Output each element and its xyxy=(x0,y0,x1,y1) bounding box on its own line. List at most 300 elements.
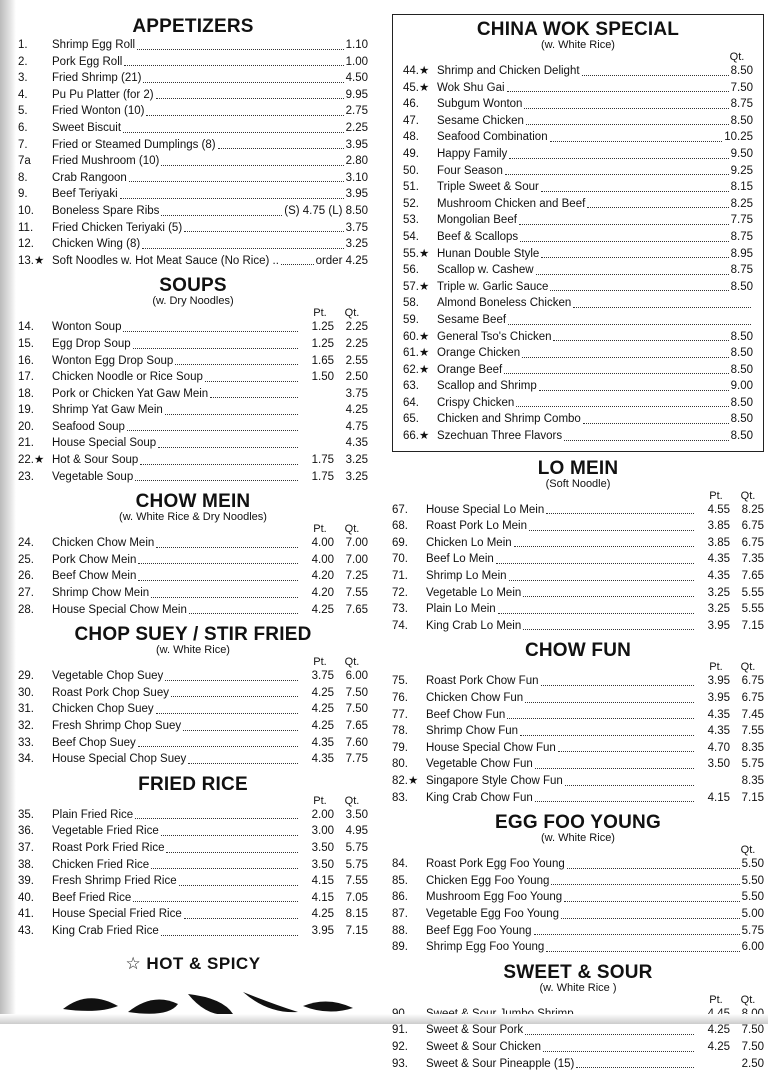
item-price-pint: 3.25 xyxy=(707,603,730,616)
item-price-pint: 4.15 xyxy=(311,875,334,888)
item-number: 87. xyxy=(392,907,408,920)
item-number: 74. xyxy=(392,619,408,632)
column-header: Qt. xyxy=(344,656,360,669)
dot-leader xyxy=(587,207,728,208)
item-price-quart: 7.15 xyxy=(741,791,764,804)
menu-item xyxy=(403,345,753,362)
item-name: General Tso's Chicken xyxy=(437,330,552,343)
item-name: Vegetable Lo Mein xyxy=(426,586,522,599)
item-price: 9.25 xyxy=(730,164,753,177)
dot-leader xyxy=(519,224,729,225)
item-name: Sweet Biscuit xyxy=(52,121,122,134)
menu-item xyxy=(392,502,764,519)
hot-spicy-legend: ☆ HOT & SPICY xyxy=(125,953,261,973)
item-price-pint: 4.25 xyxy=(311,703,334,716)
item-number: 29. xyxy=(18,670,34,683)
dot-leader xyxy=(535,768,694,769)
item-price-pint: 4.25 xyxy=(707,1024,730,1037)
item-price-pint: 4.35 xyxy=(707,725,730,738)
menu-item xyxy=(403,179,753,196)
menu-item xyxy=(392,723,764,740)
price-column-headers xyxy=(392,661,764,673)
menu-item xyxy=(403,113,753,130)
item-name: Beef Fried Rice xyxy=(52,891,132,904)
item-number: 48. xyxy=(403,131,419,144)
item-number: 23. xyxy=(18,470,34,483)
item-name: Four Season xyxy=(437,164,503,177)
left-menu-column xyxy=(18,14,368,1029)
item-number: 17. xyxy=(18,371,34,384)
item-price: (S) 4.75 (L) 8.50 xyxy=(284,204,368,217)
item-number: 37. xyxy=(18,841,34,854)
menu-item xyxy=(18,103,368,120)
item-price-quart: 7.65 xyxy=(741,570,764,583)
item-price-quart: 8.15 xyxy=(345,908,368,921)
item-number: 88. xyxy=(392,924,408,937)
dot-leader xyxy=(184,231,343,232)
item-price-pint: 3.25 xyxy=(707,586,730,599)
item-price-quart: 6.75 xyxy=(741,536,764,549)
item-name: Shrimp Lo Mein xyxy=(426,570,507,583)
item-name: Beef Teriyaki xyxy=(52,188,118,201)
menu-item xyxy=(392,551,764,568)
item-price-quart: 7.05 xyxy=(345,891,368,904)
item-name: Chicken Fried Rice xyxy=(52,858,150,871)
dot-leader xyxy=(524,108,728,109)
column-header: Qt. xyxy=(344,523,360,536)
item-number: 31. xyxy=(18,703,34,716)
menu-item xyxy=(392,1022,764,1039)
dot-leader xyxy=(498,613,694,614)
menu-section-chow-mein xyxy=(18,491,368,618)
item-name: Scallop w. Cashew xyxy=(437,264,534,277)
item-name: Triple Sweet & Sour xyxy=(437,181,539,194)
dot-leader xyxy=(543,1051,694,1052)
menu-item xyxy=(18,823,368,840)
item-price-quart: 6.75 xyxy=(741,692,764,704)
item-number: 52. xyxy=(403,197,419,210)
item-price: 4.50 xyxy=(345,72,368,85)
item-number: 13.★ xyxy=(18,254,45,267)
column-header: Qt. xyxy=(344,794,360,807)
menu-section-china-wok-special xyxy=(392,14,764,452)
item-price-pint: 4.00 xyxy=(311,537,334,550)
dot-leader xyxy=(573,307,751,308)
menu-section-chow-fun xyxy=(392,640,764,806)
menu-item xyxy=(392,740,764,757)
item-price: 2.75 xyxy=(345,105,368,118)
item-price-pint: 3.95 xyxy=(707,675,730,688)
dot-leader xyxy=(546,513,694,514)
item-number: 14. xyxy=(18,321,34,334)
item-price: 8.95 xyxy=(730,247,753,260)
section-subtitle: (Soft Noodle) xyxy=(545,477,611,490)
item-price-quart: 5.55 xyxy=(741,603,764,616)
menu-item xyxy=(18,386,368,403)
dot-leader xyxy=(520,735,694,736)
item-number: 57.★ xyxy=(403,280,430,293)
item-price-pint: 4.35 xyxy=(707,570,730,583)
dot-leader xyxy=(138,746,298,747)
item-price-quart: 2.50 xyxy=(741,1057,764,1070)
item-name: Mongolian Beef xyxy=(437,214,517,227)
menu-item xyxy=(18,873,368,890)
column-header: Qt. xyxy=(740,993,756,1006)
item-name: Egg Drop Soup xyxy=(52,337,131,350)
item-price: 3.10 xyxy=(345,171,368,184)
dot-leader xyxy=(151,868,298,869)
item-number: 16. xyxy=(18,354,34,367)
item-name: Sweet & Sour Chicken xyxy=(426,1040,542,1053)
dot-leader xyxy=(507,718,694,719)
price-column-headers xyxy=(18,523,368,535)
menu-item xyxy=(392,707,764,724)
item-number: 49. xyxy=(403,147,419,160)
item-number: 44.★ xyxy=(403,65,430,77)
price-column-headers xyxy=(392,844,764,856)
item-price-quart: 5.75 xyxy=(741,758,764,771)
item-number: 4. xyxy=(18,88,28,101)
column-header: Pt. xyxy=(709,993,723,1006)
dot-leader xyxy=(564,901,739,902)
item-name: Orange Chicken xyxy=(437,347,521,360)
item-number: 41. xyxy=(18,908,34,921)
menu-item xyxy=(18,253,368,270)
item-name: Pork Egg Roll xyxy=(52,55,123,68)
section-title: LO MEIN xyxy=(537,457,619,479)
item-price-quart: 7.65 xyxy=(345,720,368,732)
item-number: 18. xyxy=(18,387,34,400)
item-price: 9.00 xyxy=(730,380,753,393)
item-price: 8.75 xyxy=(730,264,753,277)
menu-item xyxy=(18,890,368,907)
item-number: 1. xyxy=(18,39,28,51)
item-price-quart: 2.55 xyxy=(345,354,368,367)
menu-item xyxy=(18,186,368,203)
item-price: 1.00 xyxy=(345,55,368,68)
item-name: Roast Pork Lo Mein xyxy=(426,520,527,533)
item-name: Sweet & Sour Pineapple (15) xyxy=(426,1057,575,1070)
dot-leader xyxy=(138,563,298,564)
item-price-pint: 3.95 xyxy=(707,619,730,632)
dot-leader xyxy=(120,198,344,199)
menu-item xyxy=(403,80,753,97)
dot-leader xyxy=(189,613,298,614)
item-price: 8.75 xyxy=(730,98,753,111)
menu-item xyxy=(392,923,764,940)
item-name: Hunan Double Style xyxy=(437,247,540,260)
section-subtitle: (w. White Rice & Dry Noodles) xyxy=(119,511,267,524)
item-price: 8.15 xyxy=(730,181,753,194)
item-number: 21. xyxy=(18,437,34,450)
dot-leader xyxy=(516,406,728,407)
item-number: 34. xyxy=(18,753,34,766)
column-header: Pt. xyxy=(709,489,723,502)
dot-leader xyxy=(525,702,694,703)
item-price-pint: 4.25 xyxy=(311,720,334,732)
item-number: 54. xyxy=(403,230,419,243)
dot-leader xyxy=(534,934,740,935)
item-price-pint: 4.35 xyxy=(311,736,334,749)
item-number: 68. xyxy=(392,520,408,533)
item-price: 7.50 xyxy=(730,81,753,94)
item-price-quart: 2.50 xyxy=(345,371,368,384)
menu-item xyxy=(18,220,368,237)
dot-leader xyxy=(529,530,694,531)
item-price-quart: 8.35 xyxy=(741,774,764,787)
dot-leader xyxy=(146,115,343,116)
dot-leader xyxy=(582,75,729,76)
item-number: 20. xyxy=(18,420,34,433)
item-name: Wonton Egg Drop Soup xyxy=(52,354,174,367)
item-number: 9. xyxy=(18,188,28,201)
item-number: 33. xyxy=(18,736,34,749)
dot-leader xyxy=(496,563,694,564)
item-price-pint: 3.75 xyxy=(311,670,334,683)
dot-leader xyxy=(161,215,282,216)
item-price-pint: 4.55 xyxy=(707,503,730,516)
column-header: Qt. xyxy=(729,51,745,63)
item-number: 47. xyxy=(403,114,419,127)
item-price-quart: 6.75 xyxy=(741,520,764,533)
dot-leader xyxy=(138,580,298,581)
item-name: Roast Pork Chow Fun xyxy=(426,675,539,688)
item-price: 5.50 xyxy=(741,858,764,871)
menu-item xyxy=(403,63,753,80)
dot-leader xyxy=(184,918,298,919)
menu-item xyxy=(403,246,753,263)
item-price-quart: 4.75 xyxy=(345,420,368,433)
menu-item xyxy=(392,618,764,635)
item-price-pint: 4.35 xyxy=(707,708,730,721)
item-name: Orange Beef xyxy=(437,363,503,376)
item-name: Fried or Steamed Dumplings (8) xyxy=(52,138,216,151)
item-name: Beef & Scallops xyxy=(437,230,519,243)
item-name: Fried Shrimp (21) xyxy=(52,72,142,85)
price-column-headers xyxy=(403,51,753,63)
item-name: Chicken Chow Mein xyxy=(52,537,155,550)
item-number: 53. xyxy=(403,214,419,227)
item-number: 69. xyxy=(392,536,408,549)
dot-leader xyxy=(135,818,298,819)
dot-leader xyxy=(567,868,740,869)
dot-leader xyxy=(123,132,344,133)
item-price-quart: 7.50 xyxy=(345,686,368,699)
item-price-quart: 7.00 xyxy=(345,537,368,550)
section-title: FRIED RICE xyxy=(138,773,248,795)
item-name: Hot & Sour Soup xyxy=(52,454,139,467)
dot-leader xyxy=(179,885,298,886)
item-number: 63. xyxy=(403,380,419,393)
dot-leader xyxy=(564,440,729,441)
dot-leader xyxy=(550,290,728,291)
menu-item xyxy=(403,163,753,180)
menu-item xyxy=(18,718,368,735)
menu-item xyxy=(403,262,753,279)
item-price-quart: 6.75 xyxy=(741,675,764,688)
item-name: Vegetable Chop Suey xyxy=(52,670,164,683)
item-name: Roast Pork Chop Suey xyxy=(52,686,169,699)
item-name: Chicken and Shrimp Combo xyxy=(437,413,581,426)
item-number: 19. xyxy=(18,404,34,417)
item-name: Vegetable Egg Foo Young xyxy=(426,907,560,920)
menu-item xyxy=(403,395,753,412)
item-number: 89. xyxy=(392,941,408,954)
dot-leader xyxy=(539,390,729,391)
dot-leader xyxy=(553,340,728,341)
item-price-quart: 7.65 xyxy=(345,603,368,616)
item-price-quart: 7.55 xyxy=(345,875,368,888)
menu-item xyxy=(18,137,368,154)
menu-item xyxy=(392,1039,764,1056)
dot-leader xyxy=(166,852,298,853)
section-subtitle: (w. Dry Noodles) xyxy=(152,295,234,308)
item-number: 82.★ xyxy=(392,774,419,787)
item-name: Shrimp Egg Roll xyxy=(52,39,136,51)
dot-leader xyxy=(133,901,298,902)
dot-leader xyxy=(565,785,694,786)
menu-section-appetizers xyxy=(18,16,368,269)
item-number: 76. xyxy=(392,692,408,704)
dot-leader xyxy=(123,331,298,332)
item-name: Beef Lo Mein xyxy=(426,553,494,566)
item-number: 24. xyxy=(18,537,34,550)
item-number: 92. xyxy=(392,1040,408,1053)
menu-item xyxy=(403,329,753,346)
menu-item xyxy=(18,37,368,54)
menu-item xyxy=(392,906,764,923)
menu-section-soups xyxy=(18,275,368,485)
item-name: House Special Chow Fun xyxy=(426,741,556,754)
item-price-quart: 7.50 xyxy=(741,1040,764,1053)
menu-item xyxy=(18,585,368,602)
item-price-quart: 7.45 xyxy=(741,708,764,721)
dot-leader xyxy=(508,324,751,325)
item-number: 39. xyxy=(18,875,34,888)
menu-item xyxy=(18,535,368,552)
menu-item xyxy=(403,411,753,428)
dot-leader xyxy=(523,596,694,597)
item-price-quart: 4.95 xyxy=(345,825,368,838)
item-name: Fresh Shrimp Chop Suey xyxy=(52,720,182,732)
menu-section-lo-mein xyxy=(392,458,764,635)
price-column-headers xyxy=(18,795,368,807)
column-header: Qt. xyxy=(740,844,756,857)
item-name: Pu Pu Platter (for 2) xyxy=(52,88,154,101)
item-number: 65. xyxy=(403,413,419,426)
menu-item xyxy=(18,369,368,386)
menu-item xyxy=(403,428,753,445)
menu-item xyxy=(392,585,764,602)
dot-leader xyxy=(205,381,298,382)
item-number: 7. xyxy=(18,138,28,151)
item-number: 84. xyxy=(392,858,408,871)
item-price-quart: 7.60 xyxy=(345,736,368,749)
item-number: 30. xyxy=(18,686,34,699)
menu-item xyxy=(18,203,368,220)
dot-leader xyxy=(509,158,728,159)
item-number: 25. xyxy=(18,553,34,566)
item-price-pint: 4.25 xyxy=(707,1040,730,1053)
item-number: 6. xyxy=(18,121,28,134)
item-name: Wonton Soup xyxy=(52,321,122,334)
menu-item xyxy=(18,353,368,370)
dot-leader xyxy=(158,447,298,448)
item-name: Almond Boneless Chicken xyxy=(437,297,572,310)
item-name: Sesame Chicken xyxy=(437,114,524,127)
dot-leader xyxy=(165,680,298,681)
dot-leader xyxy=(143,82,343,83)
page-edge-shadow xyxy=(0,0,16,1024)
item-number: 51. xyxy=(403,181,419,194)
item-number: 5. xyxy=(18,105,28,118)
menu-item xyxy=(18,568,368,585)
item-number: 86. xyxy=(392,891,408,904)
item-price: 8.50 xyxy=(730,396,753,409)
dot-leader xyxy=(140,464,298,465)
item-price: 10.25 xyxy=(724,131,753,144)
item-price-quart: 6.00 xyxy=(345,670,368,683)
menu-item xyxy=(18,906,368,923)
section-title: CHOW MEIN xyxy=(135,491,251,513)
dot-leader xyxy=(156,547,298,548)
dot-leader xyxy=(546,951,739,952)
dot-leader xyxy=(156,98,344,99)
item-price: 3.25 xyxy=(345,238,368,251)
item-price: 2.25 xyxy=(345,121,368,134)
dot-leader xyxy=(541,257,728,258)
item-price-pint: 3.95 xyxy=(707,692,730,704)
dot-leader xyxy=(535,801,694,802)
item-price-quart: 7.55 xyxy=(345,587,368,600)
item-price-pint: 1.25 xyxy=(311,321,334,334)
item-price-pint: 4.25 xyxy=(311,603,334,616)
item-price: 8.50 xyxy=(730,413,753,426)
menu-item xyxy=(392,535,764,552)
menu-item xyxy=(403,378,753,395)
dot-leader xyxy=(171,696,298,697)
item-price-pint: 4.15 xyxy=(311,891,334,904)
item-price: 8.50 xyxy=(730,430,753,443)
column-header: Qt. xyxy=(740,489,756,502)
section-subtitle: (w. White Rice) xyxy=(541,39,615,51)
dot-leader xyxy=(541,191,729,192)
item-number: 79. xyxy=(392,741,408,754)
item-name: Fresh Shrimp Fried Rice xyxy=(52,875,177,888)
item-name: Wok Shu Gai xyxy=(437,81,505,94)
item-name: Fried Mushroom (10) xyxy=(52,155,160,168)
item-price-quart: 7.75 xyxy=(345,753,368,766)
item-price: 8.25 xyxy=(730,197,753,210)
menu-item xyxy=(18,452,368,469)
item-number: 15. xyxy=(18,337,34,350)
item-price-pint: 3.85 xyxy=(707,536,730,549)
item-name: Chicken Chop Suey xyxy=(52,703,154,716)
item-number: 36. xyxy=(18,825,34,838)
column-header: Pt. xyxy=(313,794,327,807)
section-title: SOUPS xyxy=(159,275,227,297)
item-price-quart: 4.35 xyxy=(345,437,368,450)
dot-leader xyxy=(161,835,298,836)
dot-leader xyxy=(281,264,314,265)
section-subtitle: (w. White Rice ) xyxy=(539,981,617,994)
dot-leader xyxy=(218,148,344,149)
item-price-pint: 1.75 xyxy=(311,470,334,483)
item-name: Roast Pork Fried Rice xyxy=(52,841,165,854)
item-price-quart: 7.55 xyxy=(741,725,764,738)
item-price-quart: 3.75 xyxy=(345,387,368,400)
menu-item xyxy=(18,336,368,353)
